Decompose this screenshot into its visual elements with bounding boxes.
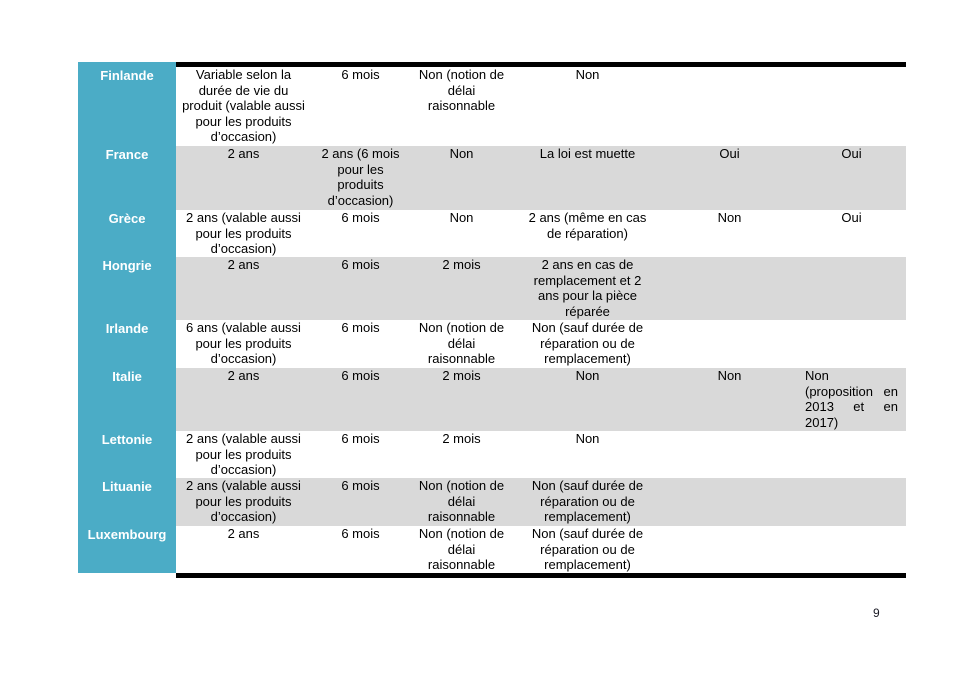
country-cell: Lettonie — [78, 431, 176, 478]
table-cell: 2 ans (valable aussi pour les produits d’occasion) — [186, 478, 301, 524]
table-cell: Non (sauf durée de réparation ou de remplacement) — [531, 526, 644, 572]
country-cell: Lituanie — [78, 478, 176, 526]
table-cell: Variable selon la durée de vie du produit (valable aussi pour les produits d’occasion) — [182, 67, 305, 144]
table-cell — [797, 431, 906, 478]
table-cell: 6 mois — [341, 478, 380, 493]
table-cell — [797, 478, 906, 526]
table-cell: Non — [717, 210, 742, 225]
table-cell: 6 mois — [341, 67, 380, 82]
table-cell: 2 ans (même en cas de réparation) — [528, 210, 647, 241]
table-cell: 6 mois — [341, 320, 380, 335]
table-cell: 2 mois — [442, 368, 481, 383]
table-cell: 2 mois — [442, 257, 481, 272]
table-cell: 2 ans — [227, 368, 260, 383]
table-cell: Non — [575, 67, 600, 82]
table-cell — [662, 526, 797, 573]
table-cell — [662, 431, 797, 478]
table-row — [78, 368, 906, 431]
country-cell: Grèce — [78, 210, 176, 257]
page-number: 9 — [873, 606, 880, 620]
table-cell: Non (notion de délai raisonnable — [418, 320, 505, 366]
table-cell: Non (notion de délai raisonnable — [418, 478, 505, 524]
table-cell: 2 ans (valable aussi pour les produits d’occasion) — [186, 431, 301, 477]
table-cell — [662, 257, 797, 320]
table-cell — [662, 478, 797, 526]
country-cell: Finlande — [78, 67, 176, 146]
comparison-table — [78, 62, 906, 578]
table-row — [78, 478, 906, 526]
table-cell: 2 ans — [227, 257, 260, 272]
table-cell: Non — [717, 368, 742, 383]
table-cell: 2 ans — [227, 526, 260, 541]
table-cell: Non — [575, 431, 600, 446]
country-cell: Irlande — [78, 320, 176, 368]
table-row — [78, 431, 906, 478]
country-cell: Italie — [78, 368, 176, 431]
table-cell: 6 mois — [341, 368, 380, 383]
table-cell: 2 ans — [227, 146, 260, 161]
table-row — [78, 210, 906, 257]
country-cell: Luxembourg — [78, 526, 176, 573]
table-cell: Non (notion de délai raisonnable — [418, 67, 505, 113]
table-cell: 2 ans (6 mois pour les produits d’occasion) — [321, 146, 400, 208]
country-cell: Hongrie — [78, 257, 176, 320]
table-cell — [662, 320, 797, 368]
table-row — [78, 67, 906, 146]
table-cell: 6 mois — [341, 431, 380, 446]
table-cell: 6 mois — [341, 257, 380, 272]
table-cell — [797, 67, 906, 146]
table-row — [78, 146, 906, 210]
table-cell: Non — [575, 368, 600, 383]
table-cell: 2 mois — [442, 431, 481, 446]
table-cell: 2 ans en cas de remplacement et 2 ans pour la pièce réparée — [533, 257, 642, 319]
table-cell: 6 mois — [341, 526, 380, 541]
table-cell: 2 ans (valable aussi pour les produits d’occasion) — [186, 210, 301, 256]
table-cell: 6 ans (valable aussi pour les produits d’occasion) — [186, 320, 301, 366]
table-cell: La loi est muette — [539, 146, 636, 161]
table-cell: Non (sauf durée de réparation ou de remplacement) — [531, 320, 644, 366]
table-cell: Oui — [841, 146, 862, 161]
table-cell: Oui — [719, 146, 740, 161]
table-bottom-border — [176, 573, 906, 578]
table-cell — [797, 257, 906, 320]
table-cell: 6 mois — [341, 210, 380, 225]
table-cell: Non (proposition en 2013 et en 2017) — [805, 368, 898, 430]
table-cell: Non (sauf durée de réparation ou de remplacement) — [531, 478, 644, 524]
table-cell: Non — [449, 146, 474, 161]
table-cell: Non (notion de délai raisonnable — [418, 526, 505, 572]
country-cell: France — [78, 146, 176, 210]
table-row — [78, 257, 906, 320]
table-row — [78, 320, 906, 368]
table-cell — [797, 526, 906, 573]
table-cell: Non — [449, 210, 474, 225]
table-row — [78, 526, 906, 573]
table-cell: Oui — [841, 210, 862, 225]
table-cell — [797, 320, 906, 368]
table-cell — [662, 67, 797, 146]
